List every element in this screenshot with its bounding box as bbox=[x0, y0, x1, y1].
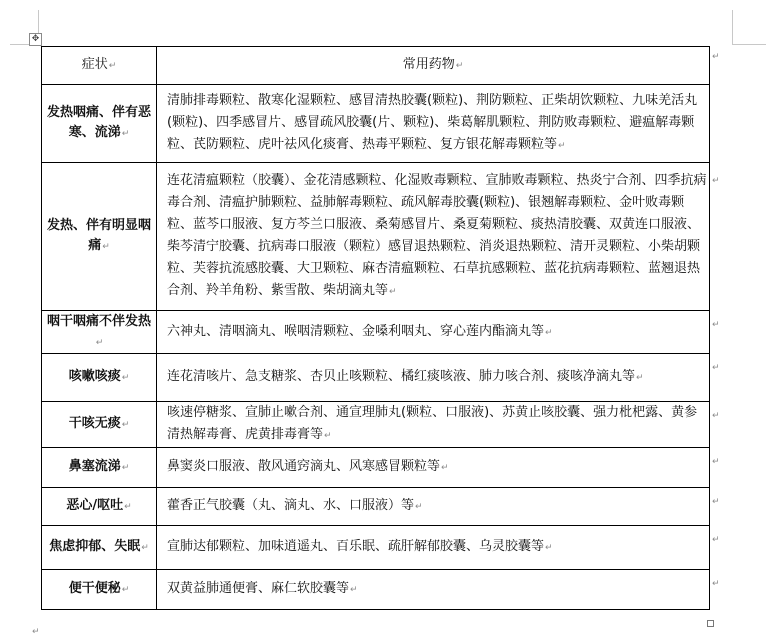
medicine-text: 双黄益肺通便膏、麻仁软胶囊等 bbox=[167, 581, 350, 596]
medicine-cell[interactable] bbox=[157, 448, 710, 488]
symptom-text: 咳嗽咳痰 bbox=[68, 369, 121, 384]
paragraph-mark-icon: ↵ bbox=[558, 141, 566, 151]
medicine-table bbox=[41, 46, 710, 610]
table-row bbox=[42, 163, 710, 311]
row-end-mark-icon: ↵ bbox=[712, 411, 720, 421]
medicine-text: 清肺排毒颗粒、散寒化湿颗粒、感冒清热胶囊(颗粒)、荆防颗粒、正柴胡饮颗粒、九味羌活丸(颗粒)、四季感冒片、感冒疏风胶囊(片、颗粒)、柴葛解肌颗粒、荆防败毒颗粒、避瘟解毒颗粒、芪防颗粒、虎叶祛风化痰膏、热毒平颗粒、复方银花解毒颗粒等 bbox=[167, 93, 698, 152]
paragraph-mark-icon: ↵ bbox=[350, 585, 358, 595]
paragraph-mark-icon: ↵ bbox=[121, 373, 130, 383]
medicine-cell[interactable] bbox=[157, 354, 710, 402]
symptom-cell[interactable] bbox=[42, 354, 157, 402]
paragraph-mark-icon: ↵ bbox=[636, 373, 644, 383]
paragraph-mark-icon: ↵ bbox=[121, 463, 130, 473]
row-end-mark-icon: ↵ bbox=[712, 457, 720, 467]
medicine-cell[interactable] bbox=[157, 570, 710, 610]
table-header-row bbox=[42, 47, 710, 85]
table-resize-handle[interactable] bbox=[707, 620, 714, 627]
symptom-text: 鼻塞流涕 bbox=[68, 459, 121, 474]
symptom-cell[interactable] bbox=[42, 85, 157, 163]
symptom-text: 焦虑抑郁、失眠 bbox=[49, 539, 141, 554]
row-end-mark-icon: ↵ bbox=[712, 176, 720, 186]
symptom-cell[interactable] bbox=[42, 163, 157, 311]
row-end-mark-icon: ↵ bbox=[712, 497, 720, 507]
symptom-text: 便干便秘 bbox=[68, 581, 121, 596]
paragraph-mark-icon: ↵ bbox=[102, 242, 110, 252]
row-end-mark-icon: ↵ bbox=[712, 52, 720, 62]
table-move-handle-icon[interactable]: ✥ bbox=[29, 33, 42, 46]
table-row bbox=[42, 448, 710, 488]
symptom-text: 恶心/呕吐 bbox=[66, 498, 124, 513]
paragraph-mark-icon: ↵ bbox=[124, 502, 132, 512]
table-row bbox=[42, 570, 710, 610]
medicine-cell[interactable] bbox=[157, 402, 710, 448]
symptom-text: 干咳无痰 bbox=[68, 416, 121, 431]
symptom-cell[interactable] bbox=[42, 311, 157, 354]
medicine-text: 六神丸、清咽滴丸、喉咽清颗粒、金嗓利咽丸、穿心莲内酯滴丸等 bbox=[167, 323, 545, 339]
symptom-cell[interactable] bbox=[42, 570, 157, 610]
table-row bbox=[42, 488, 710, 526]
table-row bbox=[42, 402, 710, 448]
table-row bbox=[42, 311, 710, 354]
header-medicine-text: 常用药物 bbox=[402, 57, 455, 72]
paragraph-mark-icon: ↵ bbox=[121, 420, 130, 430]
symptom-text: 咽干咽痛不伴发热 bbox=[46, 313, 151, 329]
row-end-mark-icon: ↵ bbox=[712, 320, 720, 330]
row-end-mark-icon: ↵ bbox=[712, 535, 720, 545]
symptom-cell[interactable] bbox=[42, 526, 157, 570]
symptom-cell[interactable] bbox=[42, 402, 157, 448]
header-cell-medicine[interactable] bbox=[157, 47, 710, 85]
medicine-text: 咳速停糖浆、宣肺止嗽合剂、通宣理肺丸(颗粒、口服液)、苏黄止咳胶囊、强力枇杷露、黄参清热解毒膏、虎黄排毒膏等 bbox=[167, 405, 698, 442]
paragraph-mark-icon: ↵ bbox=[324, 431, 332, 441]
crop-mark-top-right-vertical bbox=[732, 10, 733, 44]
medicine-cell[interactable] bbox=[157, 526, 710, 570]
medicine-cell[interactable] bbox=[157, 488, 710, 526]
table-row bbox=[42, 354, 710, 402]
paragraph-mark-icon: ↵ bbox=[108, 61, 117, 71]
paragraph-mark-icon: ↵ bbox=[141, 543, 149, 553]
medicine-text: 藿香正气胶囊（丸、滴丸、水、口服液）等 bbox=[167, 498, 415, 513]
medicine-text: 宣肺达郁颗粒、加味逍遥丸、百乐眠、疏肝解郁胶囊、乌灵胶囊等 bbox=[167, 539, 545, 554]
paragraph-mark-icon: ↵ bbox=[121, 129, 130, 139]
medicine-text: 连花清咳片、急支糖浆、杏贝止咳颗粒、橘红痰咳液、肺力咳合剂、痰咳净滴丸等 bbox=[167, 369, 636, 384]
medicine-text: 鼻窦炎口服液、散风通窍滴丸、风寒感冒颗粒等 bbox=[167, 459, 441, 474]
header-cell-symptom[interactable] bbox=[42, 47, 157, 85]
paragraph-mark-icon: ↵ bbox=[545, 543, 553, 553]
symptom-cell[interactable] bbox=[42, 448, 157, 488]
paragraph-mark-icon: ↵ bbox=[455, 61, 464, 71]
table-row bbox=[42, 526, 710, 570]
table-row bbox=[42, 85, 710, 163]
paragraph-mark-icon: ↵ bbox=[415, 502, 423, 512]
paragraph-mark-icon: ↵ bbox=[121, 585, 130, 595]
paragraph-mark-icon: ↵ bbox=[441, 463, 449, 473]
header-symptom-text: 症状 bbox=[81, 57, 108, 72]
symptom-text: 发热、伴有明显咽痛 bbox=[46, 218, 151, 253]
row-end-mark-icon: ↵ bbox=[712, 579, 720, 589]
medicine-cell[interactable] bbox=[157, 85, 710, 163]
medicine-text: 连花清瘟颗粒（胶囊）、金花清感颗粒、化湿败毒颗粒、宣肺败毒颗粒、热炎宁合剂、四季抗病毒合剂、清瘟护肺颗粒、益肺解毒颗粒、疏风解毒胶囊(颗粒)、银翘解毒颗粒、金叶败毒颗粒、蓝芩口服液、复方芩兰口服液、桑菊感冒片、桑夏菊颗粒、痰热清胶囊、双黄连口服液、柴芩清宁胶囊、抗病毒口服液（颗粒）感冒退热颗粒、消炎退热颗粒、清开灵颗粒、小柴胡颗粒、芙蓉抗流感胶囊、大卫颗粒、麻杏清瘟颗粒、石草抗感颗粒、蓝花抗病毒颗粒、蓝翘退热合剂、羚羊角粉、紫雪散、柴胡滴丸等 bbox=[167, 173, 707, 298]
paragraph-mark-icon: ↵ bbox=[545, 327, 553, 338]
medicine-cell[interactable] bbox=[157, 311, 710, 354]
symptom-cell[interactable] bbox=[42, 488, 157, 526]
paragraph-mark-icon: ↵ bbox=[95, 337, 104, 348]
crop-mark-top-right bbox=[732, 44, 766, 45]
symptom-text: 发热咽痛、伴有恶寒、流涕 bbox=[46, 105, 151, 140]
document-end-paragraph-mark-icon[interactable]: ↵ bbox=[32, 627, 40, 637]
row-end-mark-icon: ↵ bbox=[712, 363, 720, 373]
paragraph-mark-icon: ↵ bbox=[389, 287, 397, 297]
medicine-cell[interactable] bbox=[157, 163, 710, 311]
